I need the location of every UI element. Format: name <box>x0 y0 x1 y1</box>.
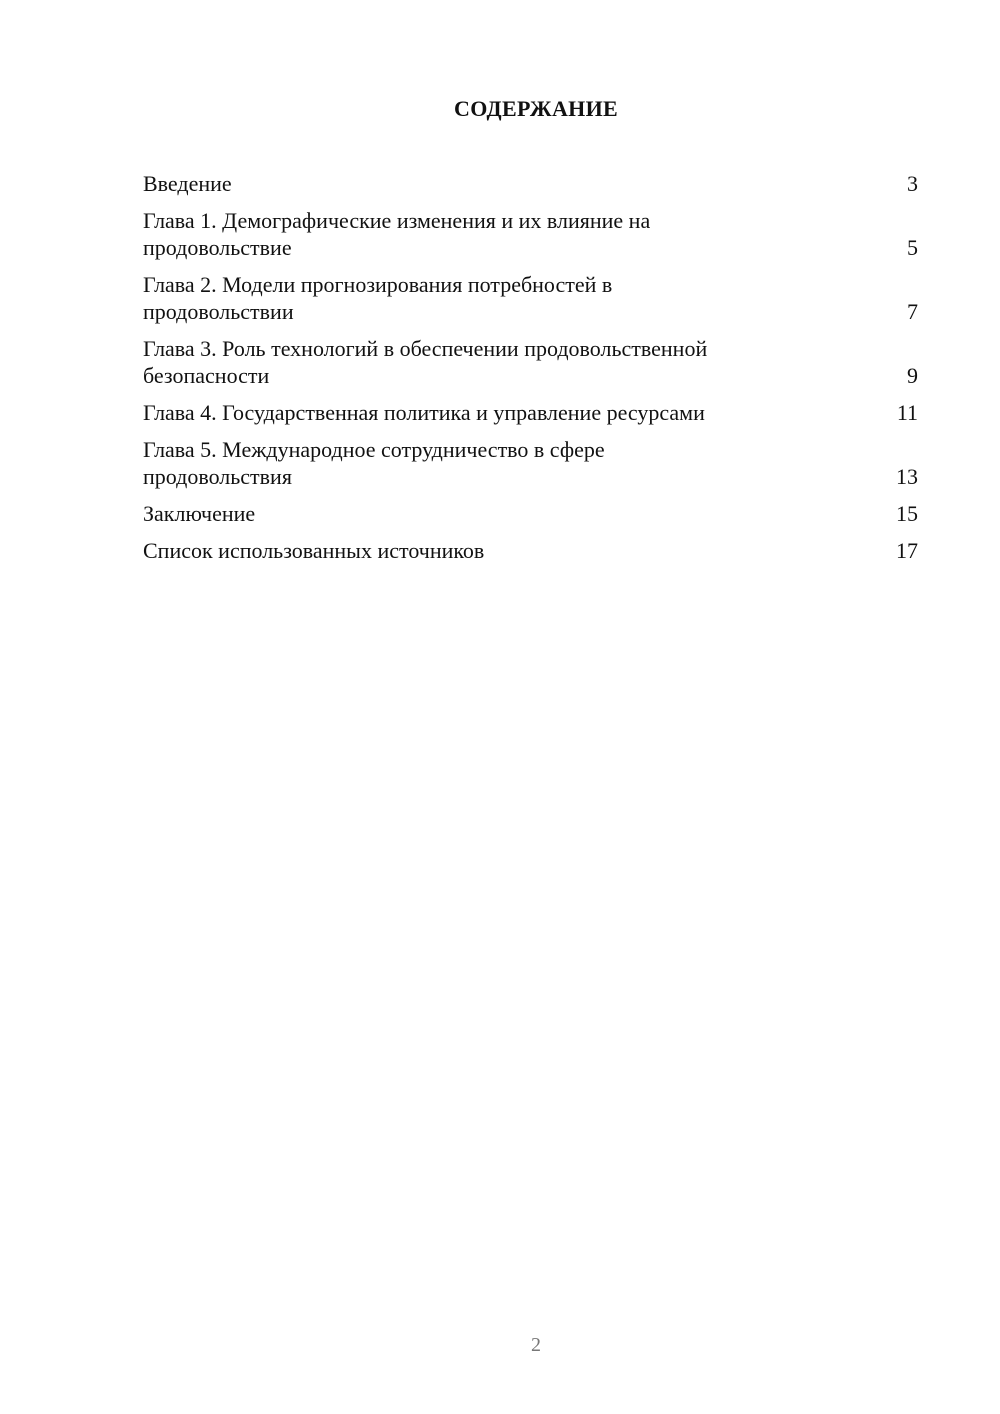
toc-entry-chapter-2[interactable] <box>143 271 918 325</box>
toc-entry-text: Глава 2. Модели прогнозирования потребностей в продовольствии <box>143 272 613 324</box>
toc-entry-text: Введение <box>143 171 232 196</box>
toc-entry-page: 9 <box>907 363 918 388</box>
table-of-contents <box>143 170 918 574</box>
toc-entry-chapter-4[interactable] <box>143 399 918 426</box>
toc-entry-introduction[interactable] <box>143 170 918 197</box>
toc-entry-page: 11 <box>896 400 918 425</box>
toc-entry-chapter-3[interactable] <box>143 335 918 389</box>
page-title: СОДЕРЖАНИЕ <box>454 96 618 121</box>
page-number: 2 <box>531 1334 541 1356</box>
toc-entry-page: 13 <box>896 464 918 489</box>
toc-entry-text: Заключение <box>143 501 256 526</box>
toc-entry-page: 3 <box>907 171 918 196</box>
toc-entry-text: Глава 5. Международное сотрудничество в сфере продовольствия <box>143 437 605 489</box>
toc-entry-page: 15 <box>896 501 918 526</box>
toc-entry-references[interactable] <box>143 537 918 564</box>
toc-entry-text: Глава 3. Роль технологий в обеспечении продовольственной безопасности <box>143 336 708 388</box>
toc-entry-page: 5 <box>907 235 918 260</box>
toc-entry-page: 7 <box>907 299 918 324</box>
toc-entry-text: Глава 1. Демографические изменения и их влияние на продовольствие <box>143 208 651 260</box>
toc-entry-conclusion[interactable] <box>143 500 918 527</box>
toc-entry-text: Глава 4. Государственная политика и управление ресурсами <box>143 400 705 425</box>
toc-entry-chapter-5[interactable] <box>143 436 918 490</box>
toc-entry-text: Список использованных источников <box>143 538 485 563</box>
toc-entry-chapter-1[interactable] <box>143 207 918 261</box>
toc-entry-page: 17 <box>896 538 918 563</box>
